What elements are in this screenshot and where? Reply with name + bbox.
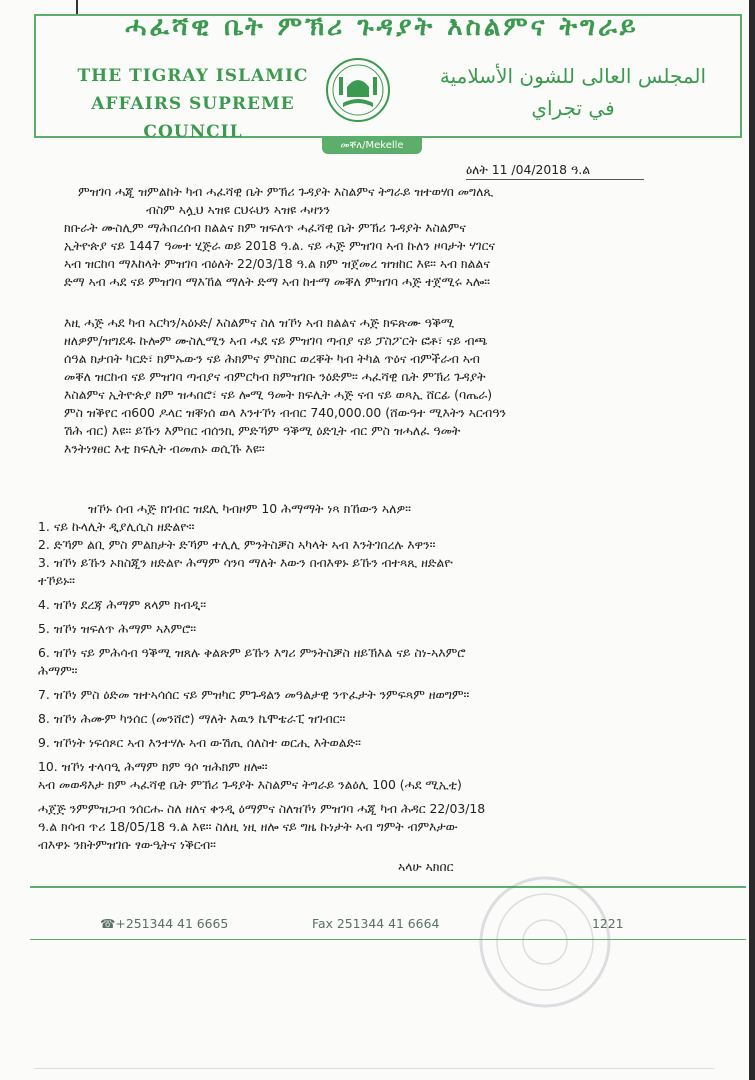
list-item: 7. ዝኾነ ምስ ዕድመ ዝተኣሳሰር ናይ ምዝካር ምጉዳልን መዓልታዊ ንጥፈታት ንምፍጻም ዘወግም። [38,687,470,702]
letterhead-name-arabic-line: المجلس العالى للشون الأسلامية [439,64,707,88]
list-item: 10. ዝኾነ ተላባዒ ሕማም ክም ዓሶ ዝሕክም ዘሎ። [38,759,268,774]
subject-line: ምዝገባ ሓጂ ዝምልከት ካብ ሓፈሻዊ ቤት ምኽሪ ጉዳያት እስልምና ትግራይ ዝተወሃበ መግለጺ [78,184,494,199]
body-line: ክቡራት ሙስሊም ማሕበረሰብ ክልልና ክም ዝፍለጥ ሓፈሻዊ ቤት ምኽሪ ጉዳያት እስልምና [64,220,466,235]
scan-edge [749,0,755,1080]
body-line: ሰዓል ክታበት ካርድ፣ ክምኡውን ናይ ሕክምና ምስክር ወረቐት ካብ ትካል ጥዕና ብምችራብ ኣብ [64,351,480,366]
list-item-continued: ሕማም። [38,663,78,678]
body-line: ድማ ኣብ ሓደ ናይ ምዝገባ ማእኸል ማለት ድማ ኣብ ከተማ መቐለ ምዝገባ ሓጅ ተጀሚሩ ኣሎ። [64,274,490,289]
body-line: ኢትዮጵያ ናይ 1447 ዓመተ ሂጅራ ወይ 2018 ዓ.ል. ናይ ሓጅ ምዝገባ ኣብ ኩለን ዞባታት ሃገርና [64,238,495,253]
basmala-line: ብስም ኣሏህ ኣዝዩ ርህሩህን ኣዝዩ ሓዛንን [146,202,330,217]
list-item: 5. ዝኾነ ዝፍለጥ ሕማም ኣእምሮ። [38,621,197,636]
letterhead-title-amharic: ሓፈሻዊ ቤት ምኽሪ ጉዳያት እስልምና ትግራይ [125,12,639,42]
body-line: ብእዋኑ ንክትምዝገቡ ፃውዒትና ነቕርብ። [38,837,216,852]
letterhead-name-english-line: COUNCIL [143,122,243,142]
body-line: ዓ.ል ክሳብ ጥሪ 18/05/18 ዓ.ል እዩ። ስለዚ ነዚ ዘሎ ናይ ግዜ ኩነታት ኣብ ግምት ብምእታው [38,819,458,834]
office-stamp-icon [470,872,620,1012]
body-line: ዘለዎም/ዝግደዱ ኩሎም ሙስሊሚን ኣብ ሓደ ናይ ምዝገባ ጣብያ ናይ ፓስፖርት ፎቶ፣ ናይ ብጫ [64,333,488,348]
letterhead-city: መቐለ/Mekelle [322,138,422,154]
body-line: ኣብ ዝርከባ ማእከላት ምዝገባ ብዕለት 22/03/18 ዓ.ል ክም ዝጀመረ ዝዝከር እዩ። ኣብ ክልልና [64,256,490,271]
body-line: እዚ ሓጅ ሓደ ካብ ኣርካን/ኣዕኑድ/ እስልምና ስለ ዝኾነ ኣብ ክልልና ሓጅ ክፍጽሙ ዓቕሚ [64,315,455,330]
list-item: 4. ዝኾነ ደረጃ ሕማም ጸላም ክብዲ። [38,597,207,612]
council-seal-icon [325,57,391,123]
list-item: 6. ዝኾነ ናይ ምሕሳብ ዓቕሚ ዝጸሉ ቅልጽም ይኹን እግሪ ምንትስቓስ ዘይኽእል ናይ ስነ-ኣእምሮ [38,645,466,660]
footer-fax: Fax 251344 41 6664 [312,916,440,931]
footer-pobox: 1221 [592,916,624,931]
body-line: እንትነፃፀር እቲ ክፍሊት ብመጠኑ ወሲኹ እዩ። [64,441,265,456]
body-line: መቐለ ዝርከብ ናይ ምዝገባ ጣብያና ብምርካብ ክምዝገቡ ንዕድም። ሓፈሻዊ ቤት ምኽሪ ጉዳያት [64,369,486,384]
list-item-continued: ተኾይኑ። [38,573,75,588]
list-item: 1. ናይ ኩላሊት ዲያሊሲስ ዘድልዮ። [38,519,195,534]
body-line: ሽሕ ብር) እዩ። ይኹን እምበር ብሰንኪ ምድኻም ዓቕሚ ዕድጊት ብር ምስ ዝሓለፈ ዓመት [64,423,461,438]
body-line: ምስ ዝቕየር ብ600 ዶላር ዝቐነሰ ወላ እንተኾነ ብብር 740,000.00 (ሸውዓተ ሚእትን ኣርብዓን [64,405,506,420]
letterhead-name-arabic [428,60,718,124]
body-line: እስልምና ኢትዮጵያ ክም ዝሓበሮ፣ ናይ ሎሚ ዓመት ክፍሊት ሓጅ ናብ ናይ ወጻኢ ሸርፊ (ባጤራ) [64,387,493,402]
list-heading: ዝኾኑ ሰብ ሓጅ ክገብር ዝደሊ ካብዞም 10 ሕማማት ነጻ ክኸውን ኣለዎ። [88,501,411,516]
footer-rule-top [30,886,746,888]
page-edge [34,1068,714,1069]
letterhead-name-english-line: AFFAIRS SUPREME [91,94,295,114]
letterhead-name-arabic-line: في تجراي [531,96,615,120]
list-item: 2. ድኻም ልቢ ምስ ምልክታት ድኻም ተሊሊ ምንትስቓስ ኣካላት ኣብ እንትገበረሉ እዋን። [38,537,436,552]
date-underline [466,179,644,180]
list-item: 8. ዝኾነ ሕሙም ካንሰር (መንሸሮ) ማለት እዉን ኬሞቴራፒ ዝገብር። [38,711,346,726]
body-line: ኣብ መወዳእታ ክም ሓፈሻዊ ቤት ምኽሪ ጉዳያት እስልምና ትግራይ ንልዕሊ 100 (ሓደ ሚኢቲ) [38,777,462,792]
closing-salutation: ኣላሁ ኣክበር [398,859,454,874]
list-item: 9. ዝኾነት ነፍሰጾር ኣብ እንተሃሉ ኣብ ውሽጢ ሰለስተ ወርሒ እትወልድ። [38,735,361,750]
list-item: 3. ዝኾነ ይኹን ኦክስጂን ዘድልዮ ሕማም ሳንባ ማለት እውን በብእዋኑ ይኹን ብተጻጺ ዘድልዮ [38,555,453,570]
body-line: ሓጀጅ ንምምዝጋብ ንሰርሑ ስለ ዘለና ቀንዲ ዕማምና ስለዝኾነ ምዝገባ ሓጂ ካብ ሕዳር 22/03/18 [38,801,486,816]
footer-rule-bottom [30,939,746,940]
letter-date: ዕለት 11 /04/2018 ዓ.ል [466,162,591,177]
letterhead-name-english-line: THE TIGRAY ISLAMIC [77,66,309,86]
letterhead-name-english [48,62,338,146]
footer-phone: ☎+251344 41 6665 [100,916,229,931]
